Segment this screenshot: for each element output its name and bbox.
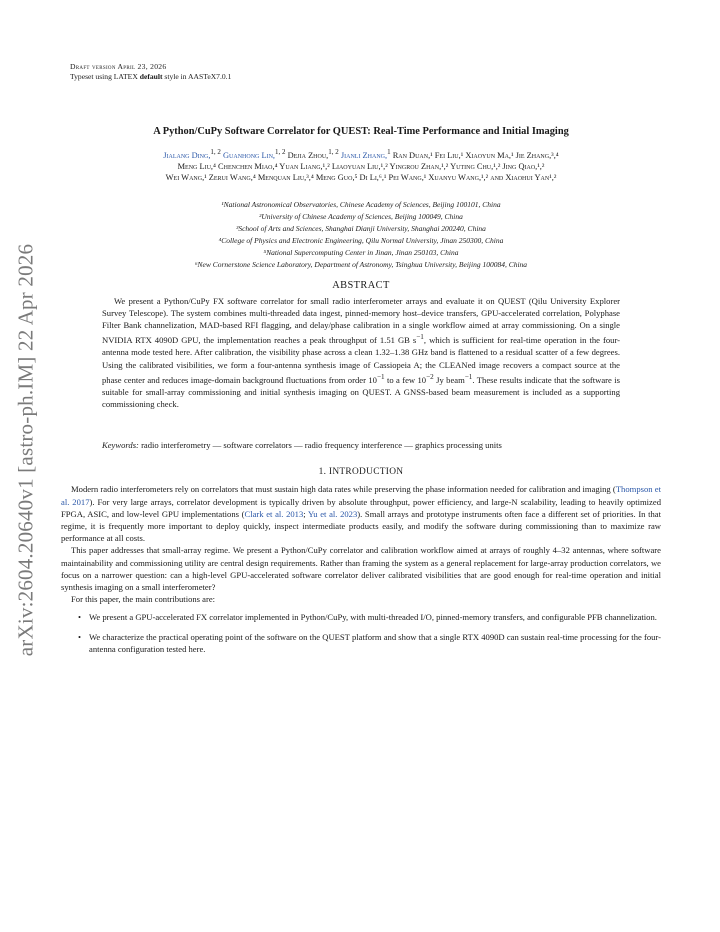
abstract-part: . These results indicate that the software is suitable for small-array commissioning and initial synthesis imaging on QUEST. A GNSS-based beam measurement is included as a supporting commissioning check. [102, 374, 620, 410]
citation-link-clark[interactable]: Clark et al. 2013 [244, 508, 304, 519]
affiliation-item: ³School of Arts and Sciences, Shanghai Dianji University, Shanghai 200240, China [236, 223, 486, 233]
typeset-prefix: Typeset using [70, 72, 114, 81]
keywords-label: Keywords: [102, 440, 139, 451]
author-sup: 1, 2 [275, 148, 286, 156]
paragraph-text: ). Small arrays and prototype instruments often face a different set of priorities. In that regime, it is frequently more important to deploy quickly, inspect intermediate products easily, and modify the software during commissioning than to maximize raw performance at all costs. [61, 508, 662, 544]
author-link-zhang[interactable]: Jianli Zhang, [340, 150, 388, 160]
typeset-line [70, 72, 231, 82]
bullet-icon: • [78, 631, 82, 642]
latex-logo: LATEX [113, 72, 138, 81]
paragraph-text: Modern radio interferometers rely on correlators that must sustain high data rates while preserving the phase information needed for calibration and imaging ( [71, 484, 616, 495]
typeset-suffix: style in AASTeX7.0.1 [162, 72, 232, 81]
author-line-3: Wei Wang,¹ Zerui Wang,⁴ Menquan Liu,³,⁴ Meng Guo,⁵ Di Li,⁶,¹ Pei Wang,¹ Xuanyu Wang,¹,² and Xiaohui Yan¹,² [165, 172, 557, 182]
draft-version-line: Draft version April 23, 2026 [70, 62, 167, 71]
unit-exponent: −1 [416, 333, 424, 342]
unit-exponent: −1 [376, 372, 385, 381]
draft-header [70, 62, 231, 82]
affiliation-item: ⁴College of Physics and Electronic Engineering, Qilu Normal University, Jinan 250300, China [218, 235, 504, 245]
author-sup: 1, 2 [210, 148, 221, 156]
section-heading-introduction: 1. INTRODUCTION [318, 467, 404, 478]
citation-separator: ; [303, 508, 309, 519]
affiliation-list [61, 199, 661, 271]
author-line-2: Meng Liu,⁴ Chenchen Miao,⁴ Yuan Liang,¹,² Liaoyuan Liu,¹,² Yingrou Zhan,¹,² Yuting Chu,¹,² Jing Qiao,¹,² [177, 161, 545, 171]
list-item-text: We characterize the practical operating point of the software on the QUEST platform and show that a single RTX 4090D can sustain real-time processing for the four-antenna configuration tested here. [89, 631, 661, 654]
author-link-ding[interactable]: Jialang Ding, [163, 150, 211, 160]
bullet-icon: • [78, 612, 82, 623]
affiliation-item: ¹National Astronomical Observatories, Chinese Academy of Sciences, Beijing 100101, China [221, 199, 501, 209]
author-line-1 [61, 147, 661, 161]
keywords [102, 439, 620, 451]
author-names-rest: Ran Duan,¹ Fei Liu,¹ Xiaoyun Ma,¹ Jie Zhang,³,⁴ [390, 150, 559, 160]
typeset-style-name: default [139, 72, 163, 81]
intro-paragraph-1 [61, 483, 661, 544]
list-item [61, 631, 661, 655]
abstract-part: to a few 10 [384, 374, 427, 385]
list-item [61, 611, 661, 623]
list-item-text: We present a GPU-accelerated FX correlator implemented in Python/CuPy, with multi-threaded I/O, pinned-memory transfers, and configurable PFB channelization. [89, 612, 657, 623]
intro-paragraph-2: This paper addresses that small-array regime. We present a Python/CuPy correlator and calibration workflow aimed at arrays of roughly 4–32 antennas, where software maintainability and commissioning utility are central design requirements. Rather than framing the system as a general replacement for large-array production correlators, we focus on a narrower question: can a high-level GPU-accelerated software correlator deliver calibrated visibilities that are good enough for real-time operation and initial synthesis imaging on a small interferometer? [61, 545, 661, 592]
contributions-list [61, 611, 661, 655]
author-link-lin[interactable]: Guanhong Lin, [223, 150, 276, 160]
citation-link-thompson[interactable]: Thompson et al. 2017 [61, 484, 662, 507]
unit-exponent: −1 [464, 372, 473, 381]
unit-exponent: −2 [426, 372, 434, 381]
keywords-text: radio interferometry — software correlators — radio frequency interference — graphics processing units [138, 440, 502, 451]
affiliation-item: ⁶New Cornerstone Science Laboratory, Department of Astronomy, Tsinghua University, Beijing 100084, China [194, 259, 528, 269]
intro-paragraph-3: For this paper, the main contributions are: [71, 594, 216, 605]
arxiv-identifier-stamp [6, 230, 46, 670]
abstract-part: We present a Python/CuPy FX software correlator for small radio interferometer arrays and evaluate it on QUEST (Qilu University Explorer Survey Telescope). The system combines multi-threaded data ingest, pinned-memory host–device transfers, GPU-accelerated correlation, Polyphase Filter Bank channelization, MAD-based RFI flagging, and delay/phase calibration in a single workflow aimed at array commissioning. On a single NVIDIA RTX 4090D GPU, the implementation reaches a peak throughput of 1.51 GB s [102, 295, 620, 346]
author-sup: 1 [387, 148, 391, 156]
paper-body [61, 126, 661, 662]
paragraph-text: ). For very large arrays, correlator development is typically driven by absolute throughput, power efficiency, and large-N scalability, leading to heavily optimized FPGA, ASIC, and low-level GPU implementations ( [61, 496, 661, 519]
author-list [61, 147, 661, 183]
paper-title: A Python/CuPy Software Correlator for QUEST: Real-Time Performance and Initial Imaging [153, 126, 569, 137]
abstract-part: , which is sufficient for real-time operation in the four-antenna mode tested here. After calibration, the visibility phase across a clean 1.32–1.38 GHz band is flattened to a residual scatter of a few degrees. Using the calibrated visibilities, we form a four-antenna synthesis image of Cassiopeia A; the CLEANed image recovers a compact source at the phase center and reduces image-domain background fluctuations from order 10 [102, 335, 620, 385]
author-sup: 1, 2 [328, 148, 339, 156]
abstract-text [102, 295, 620, 411]
affiliation-item: ²University of Chinese Academy of Sciences, Beijing 100049, China [259, 211, 463, 221]
citation-link-yu[interactable]: Yu et al. 2023 [308, 508, 358, 519]
abstract-heading: ABSTRACT [332, 279, 390, 291]
arxiv-identifier-text: arXiv:2604.20640v1 [astro-ph.IM] 22 Apr 2026 [13, 243, 38, 657]
affiliation-item: ⁵National Supercomputing Center in Jinan, Jinan 250103, China [263, 247, 459, 257]
abstract-part: Jy beam [433, 374, 465, 385]
author-name: Dejia Zhou, [285, 150, 329, 160]
